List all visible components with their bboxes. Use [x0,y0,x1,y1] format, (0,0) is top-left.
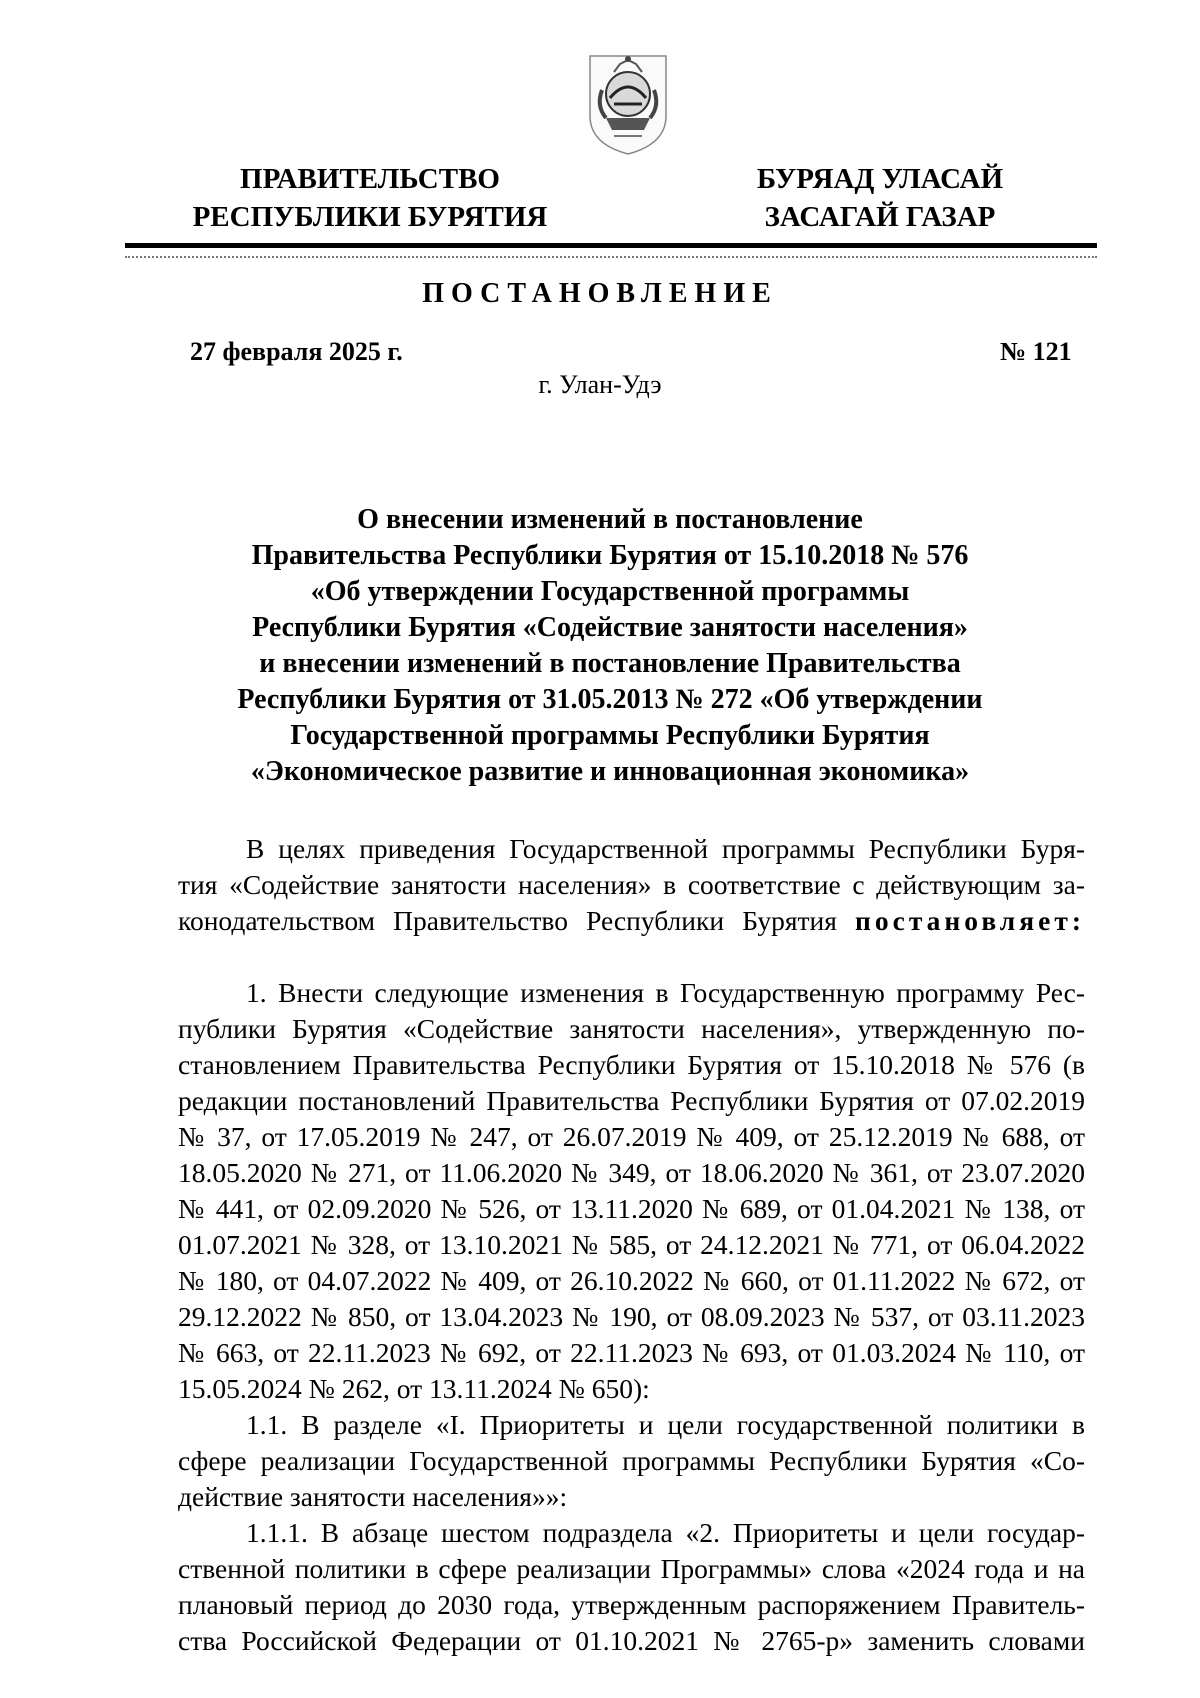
document-type: ПОСТАНОВЛЕНИЕ [422,278,778,309]
text-line: 29.12.2022 № 850, от 13.04.2023 № 190, от 08.09.2023 № 537, от 03.11.2023 [178,1301,1085,1332]
text-line: ства Российской Федерации от 01.10.2021 № 2765-р» заменить словами [178,1625,1085,1656]
text-line: сфере реализации Государственной программы Республики Бурятия «Со- [178,1445,1085,1476]
document-body [178,831,1085,1659]
org-name-line: ПРАВИТЕЛЬСТВО [240,163,500,195]
text-line: № 37, от 17.05.2019 № 247, от 26.07.2019 № 409, от 25.12.2019 № 688, от [178,1121,1085,1152]
text-line: 01.07.2021 № 328, от 13.10.2021 № 585, от 24.12.2021 № 771, от 06.04.2022 [178,1229,1085,1260]
text-line: № 180, от 04.07.2022 № 409, от 26.10.2022 № 660, от 01.11.2022 № 672, от [178,1265,1085,1296]
document-city: г. Улан-Удэ [538,370,662,399]
text-line: № 441, от 02.09.2020 № 526, от 13.11.2020 № 689, от 01.04.2021 № 138, от [178,1193,1085,1224]
text-line: становлением Правительства Республики Бурятия от 15.10.2018 № 576 (в [178,1049,1085,1080]
title-line: «Об утверждении Государственной программы [310,576,910,607]
republic-coat-of-arms-icon [584,46,672,158]
org-name-line: ЗАСАГАЙ ГАЗАР [764,201,996,233]
text-line: В целях приведения Государственной программы Республики Буря- [246,833,1085,864]
document-number: № 121 [1000,337,1072,366]
header-divider [125,243,1097,248]
paragraph-item-1-1-1 [178,1515,1085,1659]
document-title [150,502,1070,790]
title-line: О внесении изменений в постановление [357,504,863,535]
paragraph-item-1-1 [178,1407,1085,1515]
org-name-russian [180,160,560,236]
resolution-keyword: постановляет: [855,905,1085,936]
text-line: № 663, от 22.11.2023 № 692, от 22.11.2023 № 693, от 01.03.2024 № 110, от [178,1337,1085,1368]
title-line: Правительства Республики Бурятия от 15.10.2018 № 576 [251,540,969,571]
title-line: Государственной программы Республики Бурятия [290,720,930,751]
text-line: редакции постановлений Правительства Республики Бурятия от 07.02.2019 [178,1085,1085,1116]
paragraph-preamble [178,831,1085,939]
header-divider-dotted [125,256,1097,258]
org-name-line: РЕСПУБЛИКИ БУРЯТИЯ [192,201,548,233]
text-line: действие занятости населения»»: [178,1481,568,1512]
text-line: ственной политики в сфере реализации Программы» слова «2024 года и на [178,1553,1085,1584]
paragraph-gap [178,939,1085,975]
org-name-line: БУРЯАД УЛАСАЙ [756,163,1004,195]
title-line: «Экономическое развитие и инновационная экономика» [250,756,970,787]
text-line: 1.1. В разделе «I. Приоритеты и цели государственной политики в [246,1409,1085,1440]
text-fragment: конодательством Правительство Республики Бурятия [178,905,856,936]
text-line: плановый период до 2030 года, утвержденным распоряжением Правитель- [178,1589,1085,1620]
title-line: Республики Бурятия «Содействие занятости населения» [252,612,968,643]
org-name-buryat [700,160,1060,236]
text-line: тия «Содействие занятости населения» в соответствие с действующим за- [178,869,1085,900]
document-date: 27 февраля 2025 г. [190,337,403,366]
paragraph-item-1 [178,975,1085,1407]
text-line: 18.05.2020 № 271, от 11.06.2020 № 349, от 18.06.2020 № 361, от 23.07.2020 [178,1157,1085,1188]
text-line: 1.1.1. В абзаце шестом подраздела «2. Приоритеты и цели государ- [246,1517,1085,1548]
text-line: публики Бурятия «Содействие занятости населения», утвержденную по- [178,1013,1085,1044]
title-line: и внесении изменений в постановление Правительства [259,648,961,679]
text-line: 15.05.2024 № 262, от 13.11.2024 № 650): [178,1373,650,1404]
text-line: 1. Внести следующие изменения в Государственную программу Рес- [246,977,1085,1008]
title-line: Республики Бурятия от 31.05.2013 № 272 «Об утверждении [237,684,983,715]
text-line-with-emphasis [178,903,1085,939]
